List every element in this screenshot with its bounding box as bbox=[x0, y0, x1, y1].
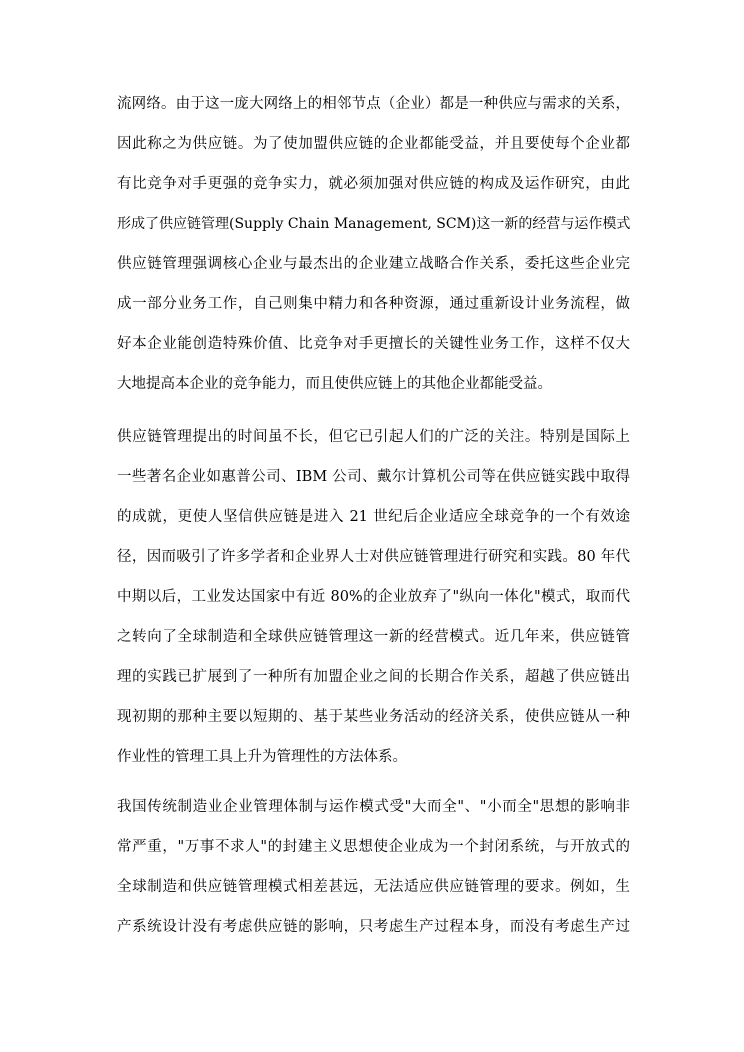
text-line: 我国传统制造业企业管理体制与运作模式受"大而全"、"小而全"思想的影响非 bbox=[117, 799, 630, 815]
text-line: 产系统设计没有考虑供应链的影响，只考虑生产过程本身，而没有考虑生产过 bbox=[117, 919, 630, 935]
text-line: 全球制造和供应链管理模式相差甚远，无法适应供应链管理的要求。例如，生 bbox=[117, 879, 630, 895]
text-line: 常严重，"万事不求人"的封建主义思想使企业成为一个封闭系统，与开放式的 bbox=[117, 839, 630, 855]
text-line: 的成就，更使人坚信供应链是进入 21 世纪后企业适应全球竞争的一个有效途 bbox=[117, 509, 630, 525]
text-line: 有比竞争对手更强的竞争实力，就必须加强对供应链的构成及运作研究，由此 bbox=[117, 176, 630, 192]
text-line: 供应链管理强调核心企业与最杰出的企业建立战略合作关系，委托这些企业完 bbox=[117, 256, 630, 272]
text-line: 一些著名企业如惠普公司、IBM 公司、戴尔计算机公司等在供应链实践中取得 bbox=[117, 469, 630, 485]
text-line: 径，因而吸引了许多学者和企业界人士对供应链管理进行研究和实践。80 年代 bbox=[117, 549, 630, 565]
text-line: 好本企业能创造特殊价值、比竞争对手更擅长的关键性业务工作，这样不仅大 bbox=[117, 336, 630, 352]
paragraph bbox=[117, 94, 630, 394]
text-line: 作业性的管理工具上升为管理性的方法体系。 bbox=[117, 749, 407, 765]
text-line: 因此称之为供应链。为了使加盟供应链的企业都能受益，并且要使每个企业都 bbox=[117, 136, 630, 152]
text-line: 流网络。由于这一庞大网络上的相邻节点（企业）都是一种供应与需求的关系， bbox=[117, 96, 630, 112]
text-line: 之转向了全球制造和全球供应链管理这一新的经营模式。近几年来，供应链管 bbox=[117, 629, 630, 645]
text-line: 成一部分业务工作，自己则集中精力和各种资源，通过重新设计业务流程，做 bbox=[117, 296, 630, 312]
paragraph bbox=[117, 797, 630, 937]
text-line: 中期以后，工业发达国家中有近 80%的企业放弃了"纵向一体化"模式，取而代 bbox=[117, 589, 630, 605]
text-line: 形成了供应链管理(Supply Chain Management, SCM)这一新的经营与运作模式 bbox=[117, 216, 630, 232]
text-line: 供应链管理提出的时间虽不长，但它已引起人们的广泛的关注。特别是国际上 bbox=[117, 429, 630, 445]
text-line: 现初期的那种主要以短期的、基于某些业务活动的经济关系，使供应链从一种 bbox=[117, 709, 630, 725]
text-line: 大地提高本企业的竞争能力，而且使供应链上的其他企业都能受益。 bbox=[117, 376, 552, 392]
text-line: 理的实践已扩展到了一种所有加盟企业之间的长期合作关系，超越了供应链出 bbox=[117, 669, 630, 685]
paragraph bbox=[117, 427, 630, 767]
